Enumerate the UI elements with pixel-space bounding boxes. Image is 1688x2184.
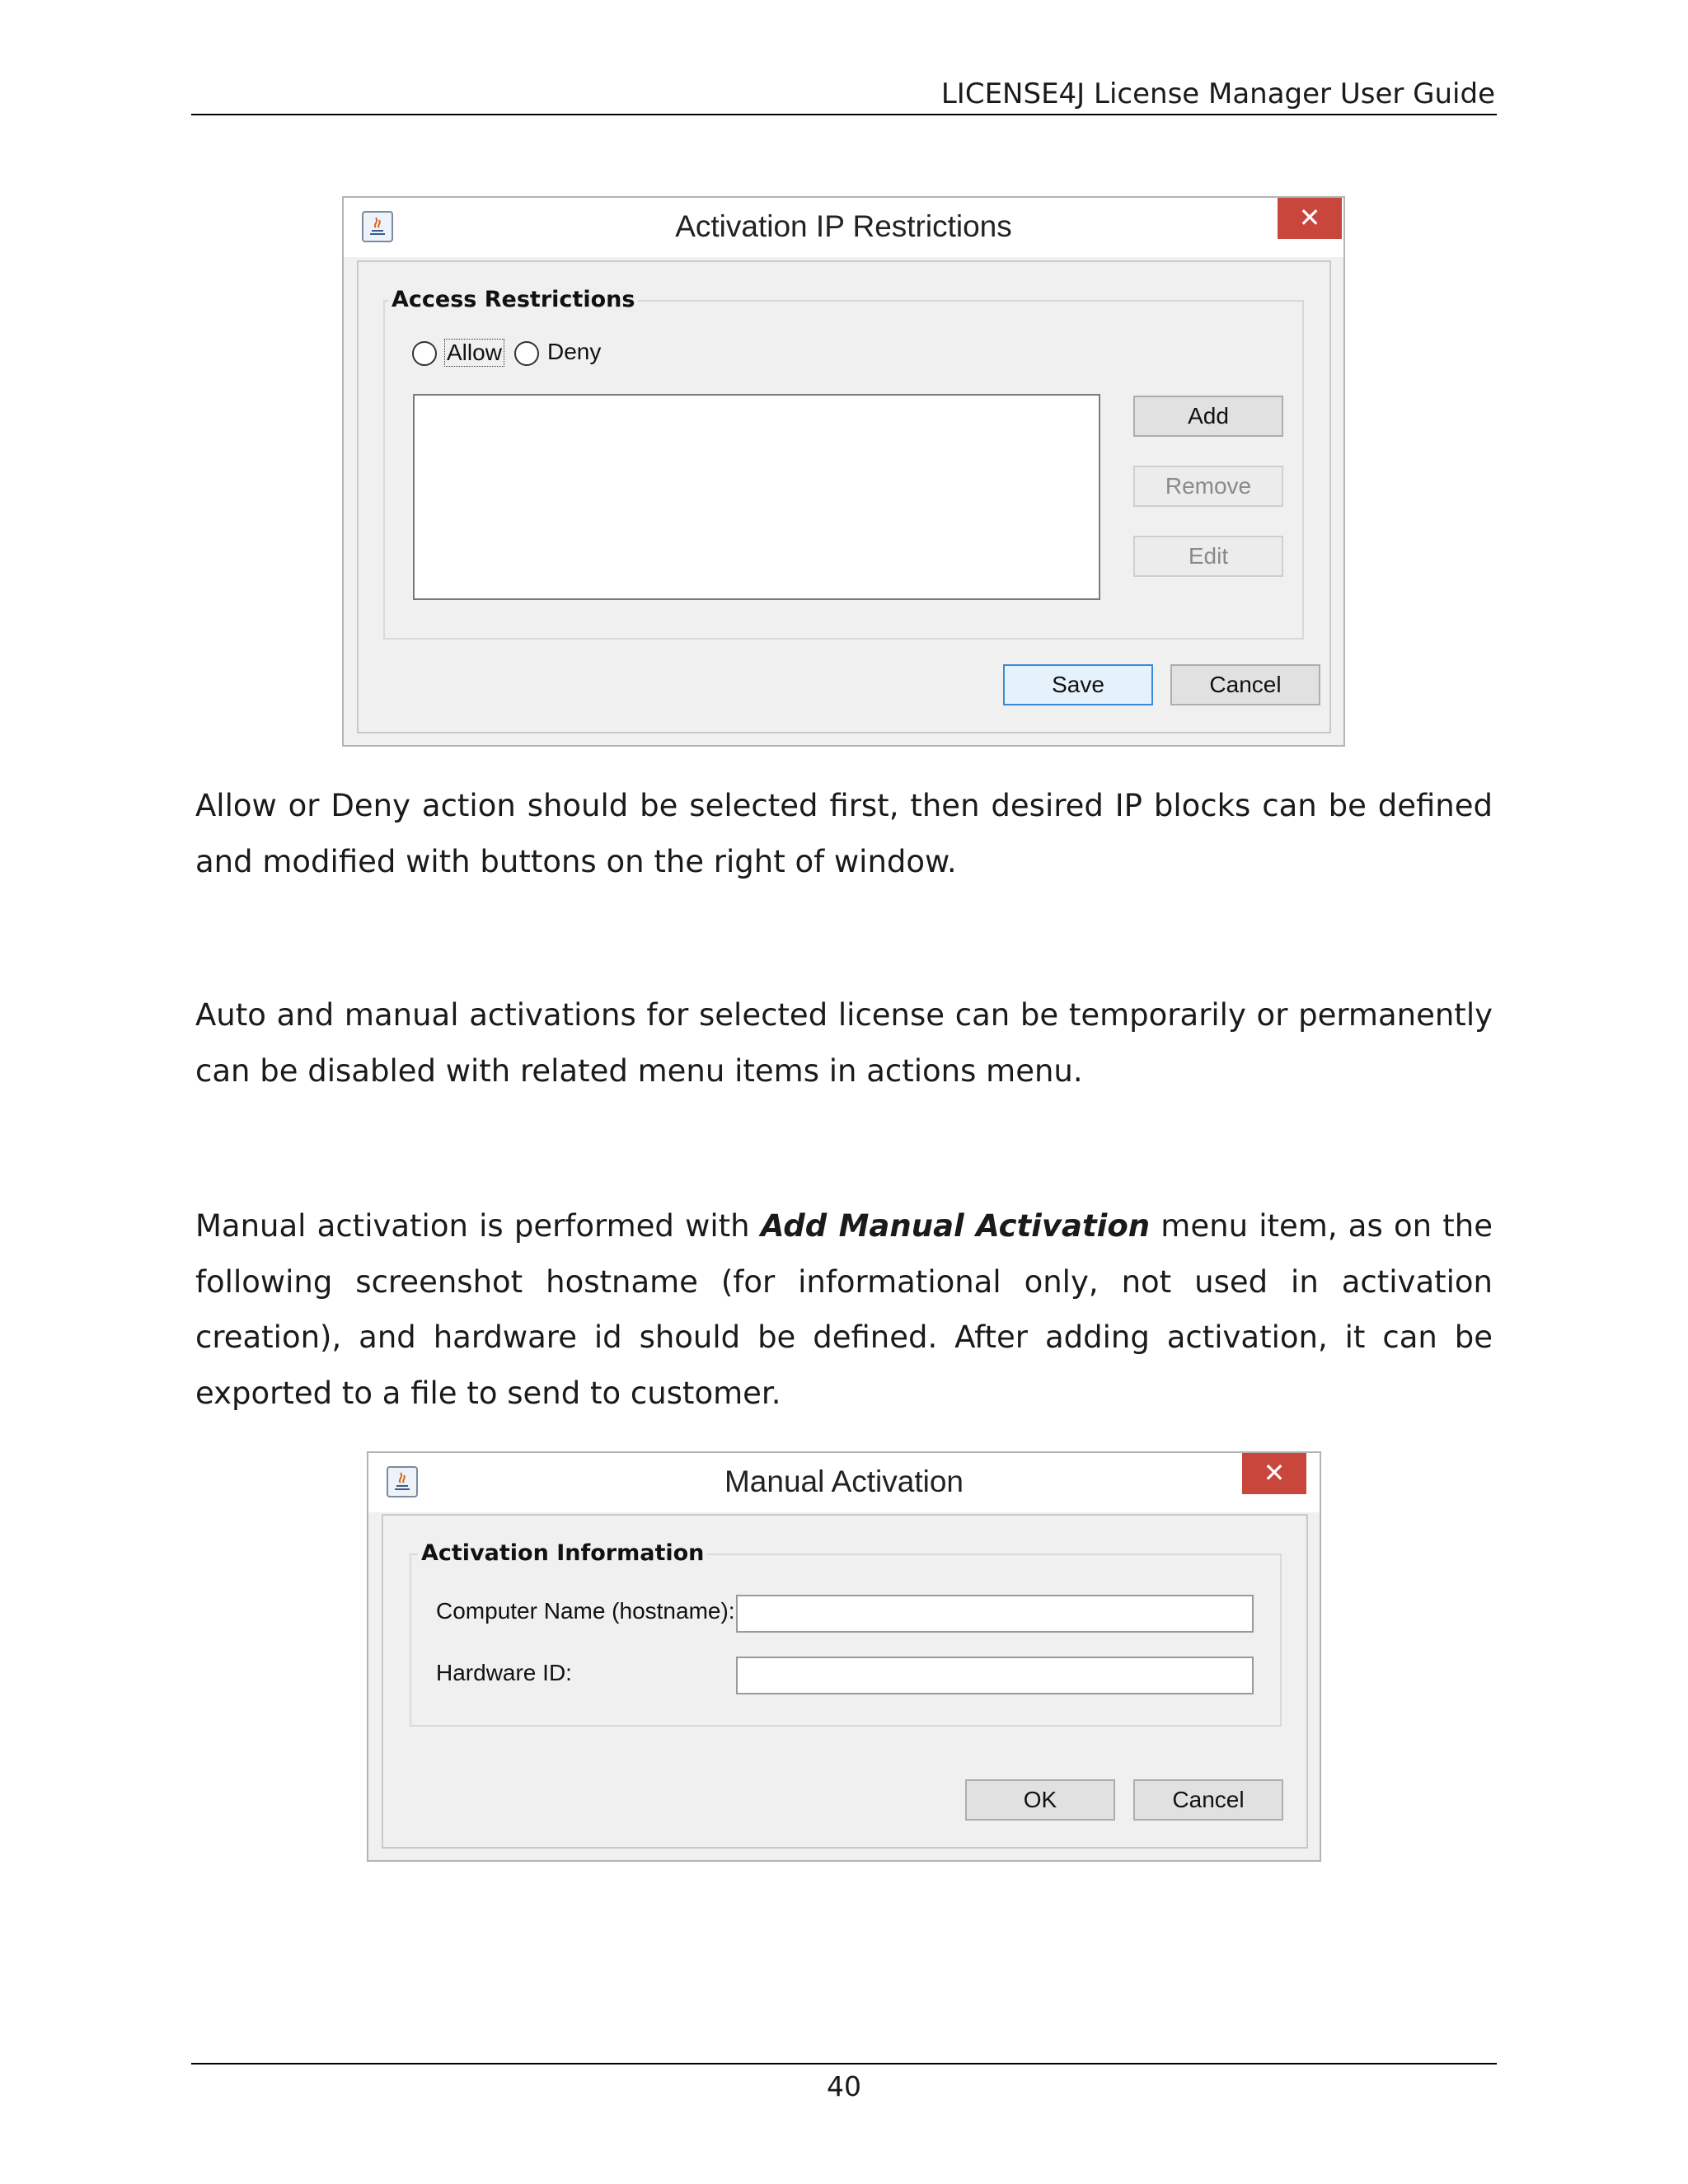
- hardware-id-label: Hardware ID:: [436, 1660, 572, 1685]
- paragraph-text-start: Manual activation is performed with: [195, 1208, 761, 1244]
- close-button[interactable]: [1278, 198, 1342, 239]
- menu-item-emphasis: Add Manual Activation: [760, 1208, 1151, 1244]
- dialog-content: [357, 260, 1331, 733]
- activation-information-group: [410, 1554, 1282, 1727]
- paragraph-manual-activation: [195, 1198, 1493, 1421]
- running-header: LICENSE4J License Manager User Guide: [940, 77, 1495, 110]
- allow-radio[interactable]: [412, 341, 437, 366]
- deny-radio[interactable]: [514, 341, 539, 366]
- edit-button[interactable]: Edit: [1133, 536, 1283, 577]
- hostname-label: Computer Name (hostname):: [436, 1598, 735, 1624]
- allow-label[interactable]: Allow: [444, 339, 504, 367]
- cancel-button[interactable]: Cancel: [1170, 664, 1320, 705]
- paragraph-allow-deny: Allow or Deny action should be selected first, then desired IP blocks can be defined and modified with buttons on the right of window.: [195, 788, 1493, 879]
- hostname-input[interactable]: [736, 1595, 1254, 1633]
- paragraph-auto-manual: Auto and manual activations for selected license can be temporarily or permanently can be disabled with related menu items in actions menu.: [195, 997, 1493, 1089]
- titlebar: [368, 1453, 1320, 1512]
- activation-ip-restrictions-dialog: [342, 196, 1345, 747]
- group-title: Access Restrictions: [388, 287, 638, 312]
- add-button[interactable]: Add: [1133, 396, 1283, 437]
- dialog-title: Activation IP Restrictions: [675, 209, 1012, 243]
- manual-activation-dialog: [367, 1451, 1321, 1862]
- cancel-button[interactable]: Cancel: [1133, 1779, 1283, 1821]
- remove-button[interactable]: Remove: [1133, 466, 1283, 507]
- close-button[interactable]: [1242, 1453, 1306, 1494]
- dialog-content: [382, 1514, 1308, 1849]
- ok-button[interactable]: OK: [965, 1779, 1115, 1821]
- close-icon: ✕: [1298, 202, 1321, 233]
- paragraph-text-end: menu item, as on the following screenshot hostname (for informational only, not used in activation creation), and hardware id should be defined. After adding activation, it can be exported to a file to send to customer.: [195, 1208, 1493, 1411]
- close-icon: ✕: [1263, 1457, 1286, 1488]
- save-button[interactable]: Save: [1003, 664, 1153, 705]
- hardware-id-input[interactable]: [736, 1657, 1254, 1694]
- deny-label[interactable]: Deny: [547, 339, 602, 364]
- footer-rule: [191, 2063, 1497, 2064]
- dialog-title: Manual Activation: [724, 1465, 964, 1498]
- header-rule: [191, 114, 1497, 115]
- page-number: 40: [827, 2070, 861, 2102]
- titlebar: [344, 198, 1343, 257]
- ip-block-list[interactable]: [413, 394, 1100, 600]
- group-title: Activation Information: [418, 1540, 707, 1566]
